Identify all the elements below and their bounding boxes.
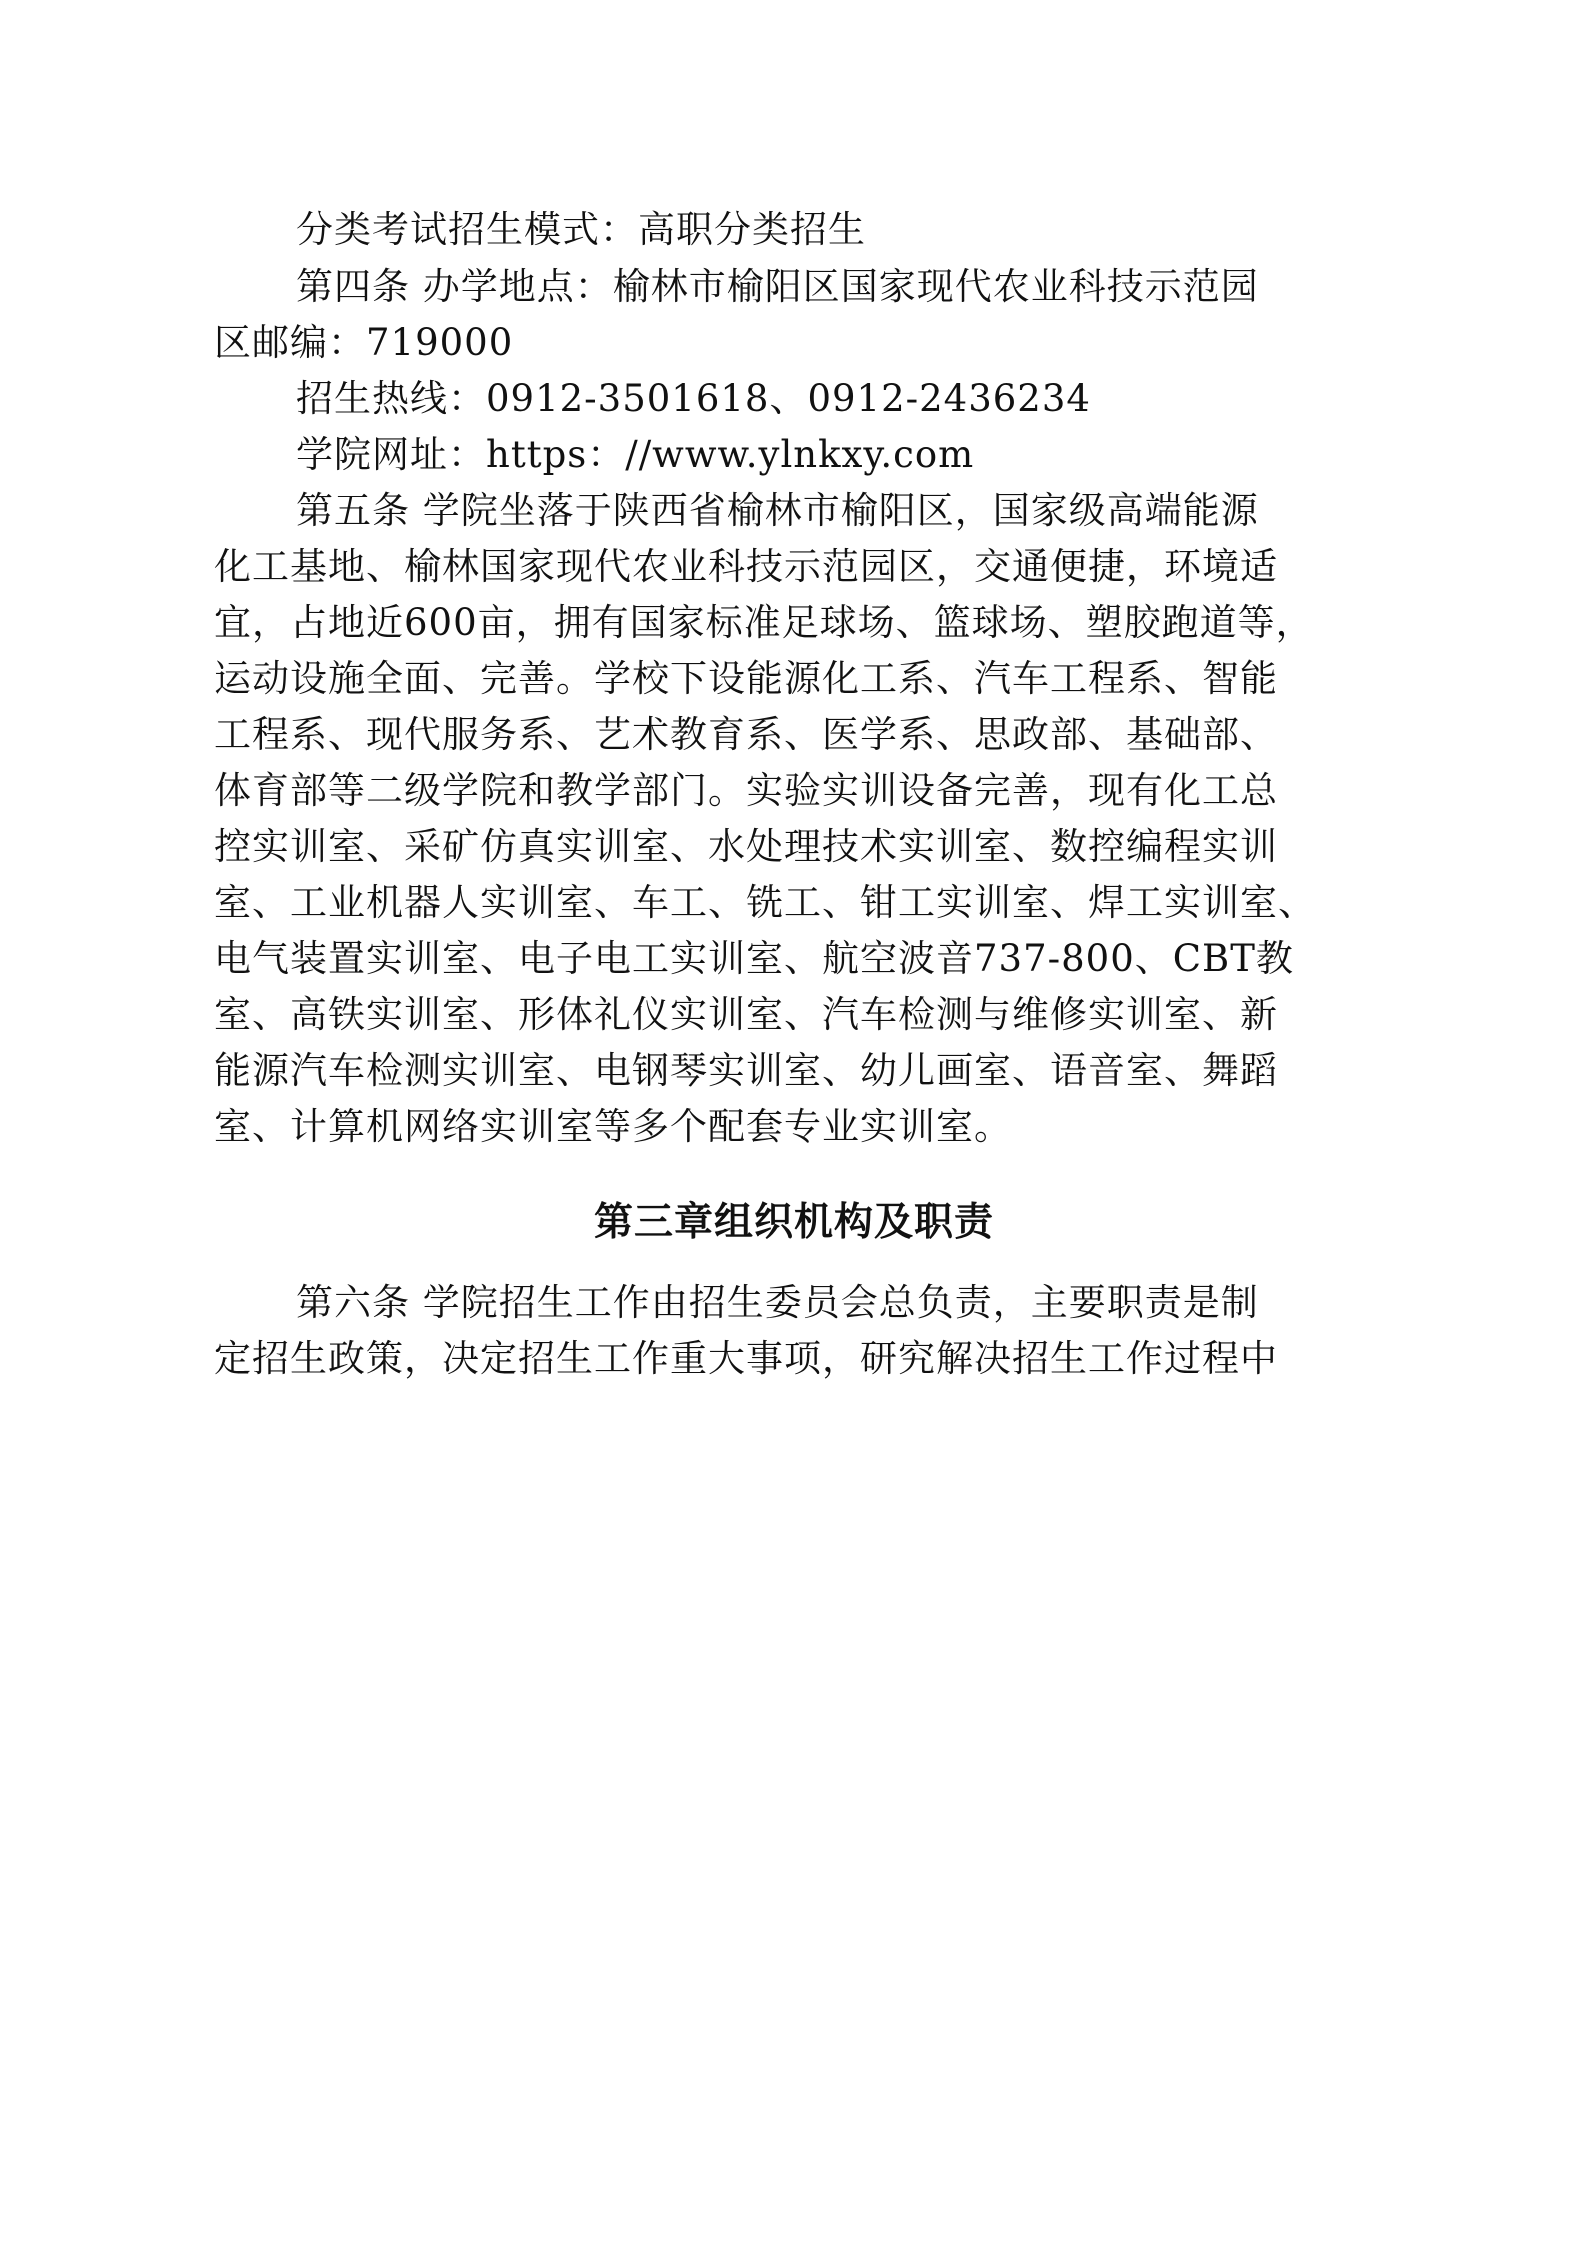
text-line: 工程系、现代服务系、艺术教育系、医学系、思政部、基础部、: [214, 713, 1278, 756]
text-line: 室、高铁实训室、形体礼仪实训室、汽车检测与维修实训室、新: [214, 993, 1278, 1036]
text-line-hotline: 招生热线：0912-3501618、0912-2436234: [296, 377, 1091, 420]
text-line-enrollment-mode: 分类考试招生模式：高职分类招生: [296, 208, 866, 251]
text-line: 运动设施全面、完善。学校下设能源化工系、汽车工程系、智能: [214, 657, 1278, 700]
chapter-heading: 第三章组织机构及职责: [593, 1200, 994, 1245]
text-line-article-6: 第六条 学院招生工作由招生委员会总负责，主要职责是制: [296, 1281, 1259, 1324]
text-line-postcode: 区邮编：719000: [214, 321, 514, 364]
text-line-website: 学院网址：https：//www.ylnkxy.com: [296, 433, 975, 476]
text-line-article-4: 第四条 办学地点：榆林市榆阳区国家现代农业科技示范园: [296, 265, 1259, 308]
text-line: 能源汽车检测实训室、电钢琴实训室、幼儿画室、语音室、舞蹈: [214, 1049, 1278, 1092]
text-line: 室、计算机网络实训室等多个配套专业实训室。: [214, 1105, 1012, 1148]
text-line: 电气装置实训室、电子电工实训室、航空波音737-800、CBT教: [214, 937, 1294, 980]
text-line: 控实训室、采矿仿真实训室、水处理技术实训室、数控编程实训: [214, 825, 1278, 868]
text-line: 宜，占地近600亩，拥有国家标准足球场、篮球场、塑胶跑道等，: [214, 601, 1314, 644]
text-line: 定招生政策，决定招生工作重大事项，研究解决招生工作过程中: [214, 1337, 1278, 1380]
text-line-article-5: 第五条 学院坐落于陕西省榆林市榆阳区，国家级高端能源: [296, 489, 1259, 532]
text-line: 体育部等二级学院和教学部门。实验实训设备完善，现有化工总: [214, 769, 1278, 812]
text-line: 室、工业机器人实训室、车工、铣工、钳工实训室、焊工实训室、: [214, 881, 1316, 924]
text-line: 化工基地、榆林国家现代农业科技示范园区，交通便捷，环境适: [214, 545, 1278, 588]
